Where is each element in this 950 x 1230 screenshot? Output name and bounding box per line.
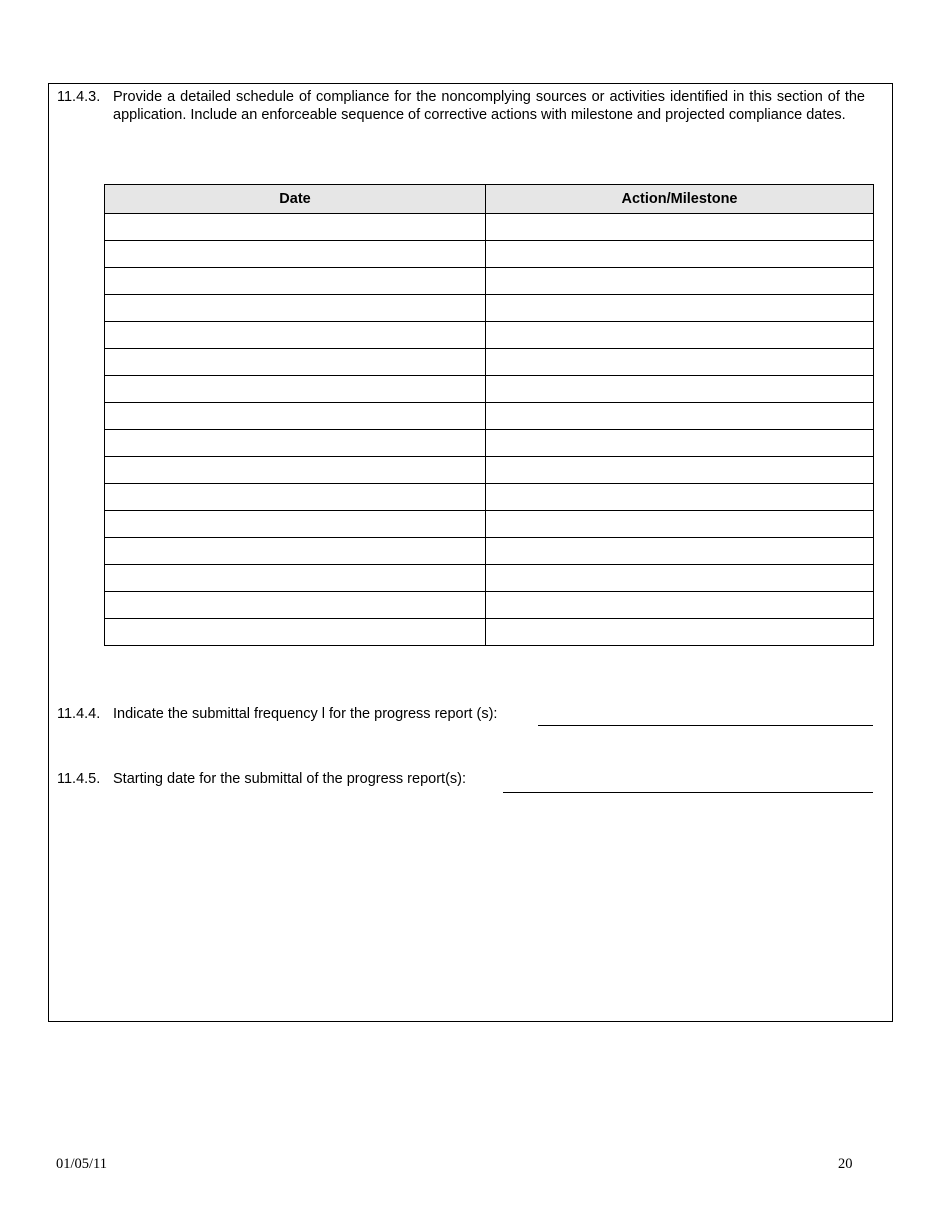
date-cell[interactable] xyxy=(105,322,486,349)
table-row xyxy=(105,268,874,295)
date-cell[interactable] xyxy=(105,376,486,403)
action-milestone-cell[interactable] xyxy=(486,430,874,457)
table-row xyxy=(105,403,874,430)
action-milestone-cell[interactable] xyxy=(486,403,874,430)
action-milestone-cell[interactable] xyxy=(486,376,874,403)
date-cell[interactable] xyxy=(105,214,486,241)
table-row xyxy=(105,430,874,457)
date-cell[interactable] xyxy=(105,592,486,619)
date-cell[interactable] xyxy=(105,349,486,376)
starting-date-label: Starting date for the submittal of the progress report(s): xyxy=(113,771,466,787)
date-cell[interactable] xyxy=(105,565,486,592)
action-milestone-cell[interactable] xyxy=(486,322,874,349)
section-11-4-3 xyxy=(57,88,865,148)
date-cell[interactable] xyxy=(105,241,486,268)
table-row xyxy=(105,538,874,565)
table-row xyxy=(105,592,874,619)
column-header-action-milestone: Action/Milestone xyxy=(486,185,874,214)
table-row xyxy=(105,322,874,349)
date-cell[interactable] xyxy=(105,430,486,457)
action-milestone-cell[interactable] xyxy=(486,268,874,295)
section-number: 11.4.5. xyxy=(57,771,101,787)
date-cell[interactable] xyxy=(105,268,486,295)
starting-date-field[interactable] xyxy=(503,792,873,793)
table-row xyxy=(105,376,874,403)
action-milestone-cell[interactable] xyxy=(486,511,874,538)
table-row xyxy=(105,484,874,511)
submittal-frequency-label: Indicate the submittal frequency l for the progress report (s): xyxy=(113,706,498,722)
table-row xyxy=(105,349,874,376)
action-milestone-cell[interactable] xyxy=(486,214,874,241)
submittal-frequency-field[interactable] xyxy=(538,725,873,726)
compliance-schedule-table xyxy=(104,184,874,646)
table-row xyxy=(105,511,874,538)
table-row xyxy=(105,619,874,646)
column-header-date: Date xyxy=(105,185,486,214)
action-milestone-cell[interactable] xyxy=(486,457,874,484)
date-cell[interactable] xyxy=(105,619,486,646)
action-milestone-cell[interactable] xyxy=(486,538,874,565)
date-cell[interactable] xyxy=(105,511,486,538)
action-milestone-cell[interactable] xyxy=(486,349,874,376)
action-milestone-cell[interactable] xyxy=(486,592,874,619)
action-milestone-cell[interactable] xyxy=(486,619,874,646)
table-row xyxy=(105,457,874,484)
date-cell[interactable] xyxy=(105,295,486,322)
table-row xyxy=(105,295,874,322)
section-number: 11.4.4. xyxy=(57,706,101,722)
section-instructions: Provide a detailed schedule of compliance for the noncomplying sources or activities identified in this section of the application. Include an enforceable sequence of corrective actions with milestone and projected compliance dates. xyxy=(113,89,865,123)
date-cell[interactable] xyxy=(105,457,486,484)
action-milestone-cell[interactable] xyxy=(486,565,874,592)
section-number: 11.4.3. xyxy=(57,89,101,105)
action-milestone-cell[interactable] xyxy=(486,241,874,268)
date-cell[interactable] xyxy=(105,484,486,511)
action-milestone-cell[interactable] xyxy=(486,295,874,322)
table-row xyxy=(105,241,874,268)
footer-date: 01/05/11 xyxy=(56,1156,108,1172)
page-number: 20 xyxy=(838,1156,853,1172)
table-header-row xyxy=(105,185,874,214)
action-milestone-cell[interactable] xyxy=(486,484,874,511)
table-row xyxy=(105,565,874,592)
date-cell[interactable] xyxy=(105,538,486,565)
table-row xyxy=(105,214,874,241)
date-cell[interactable] xyxy=(105,403,486,430)
